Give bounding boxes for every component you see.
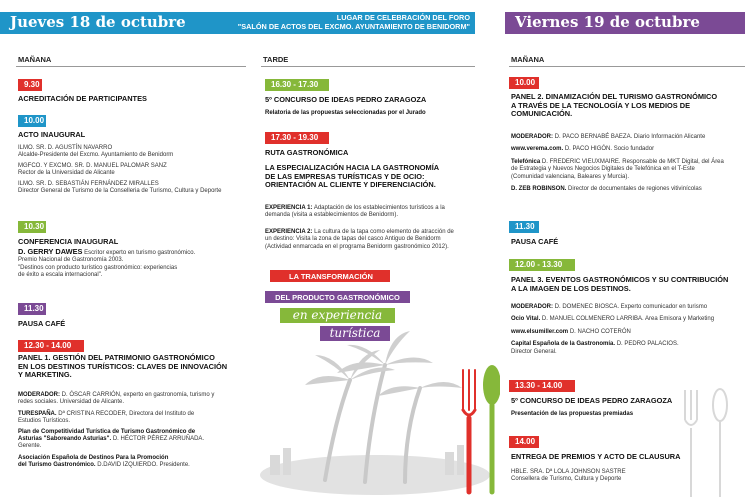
jueves-tarde-label: TARDE [263, 55, 289, 64]
logo-text-2: DEL PRODUCTO GASTRONÓMICO [275, 293, 400, 302]
session-detail: MODERADOR: D. ÓSCAR CARRIÓN, experto en gastronomía, turismo y redes sociales. Universidad de Alicante. TURESPAÑA. Dª CRISTINA RECODER, Directora del Instituto de Estudios Turísticos. Plan de Competitividad Turística de Turismo Gastronómico de Asturias "Saboreando Asturias". D. HÉCTOR PÉREZ ARRUÑADA. Gerente. Asociación Española de Destinos Para la Promoción del Turismo Gastronómico. D.DAVID IZQUIERDO. Presidente. [18, 392, 215, 469]
session-title: PANEL 1. GESTIÓN DEL PATRIMONIO GASTRONÓMICO EN LOS DESTINOS TURÍSTICOS: CLAVES DE INNOVACIÓN Y MARKETING. [18, 353, 228, 380]
session-title: PANEL 3. EVENTOS GASTRONÓMICOS Y SU CONTRIBUCIÓN A LA IMAGEN DE LOS DESTINOS. [511, 275, 729, 293]
time-badge: 12.00 - 13.30 [509, 259, 575, 271]
jueves-title: Jueves 18 de octubre [10, 13, 186, 31]
logo-graphic [255, 270, 500, 497]
viernes-manana-label: MAÑANA [511, 55, 545, 64]
divider [261, 66, 475, 67]
session-detail: D. GERRY DAWES Escritor experto en turismo gastronómico. Premio Nacional de Gastronomía 2003. "Destinos con producto turístico gastronómico: experiencias de éxito a escala internacional". [18, 247, 196, 279]
logo-text-3: en experiencia [292, 308, 383, 322]
session-title: 5º CONCURSO DE IDEAS PEDRO ZARAGOZA [265, 95, 427, 104]
session-detail: HBLE. SRA. Dª LOLA JOHNSON SASTRE Consellera de Turismo, Cultura y Deporte [511, 469, 626, 483]
time-badge: 17.30 - 19.30 [265, 132, 329, 144]
jueves-manana-label: MAÑANA [18, 55, 52, 64]
time-badge: 14.00 [509, 436, 539, 448]
session-heading: LA ESPECIALIZACIÓN HACIA LA GASTRONOMÍA DE LAS EMPRESAS TURÍSTICAS Y DE OCIO: ORIENTACIÓN AL CLIENTE Y DIFERENCIACIÓN. [265, 163, 440, 190]
time-badge: 12.30 - 14.00 [18, 340, 84, 352]
session-title: RUTA GASTRONÓMICA [265, 148, 349, 157]
session-title: PANEL 2. DINAMIZACIÓN DEL TURISMO GASTRONÓMICO A TRAVÉS DE LA TECNOLOGÍA Y LOS MEDIOS DE COMUNICACIÓN. [511, 92, 718, 119]
viernes-header [505, 12, 745, 34]
venue-info [230, 14, 470, 31]
time-badge: 13.30 - 14.00 [509, 380, 575, 392]
session-subtitle: Presentación de las propuestas premiadas [511, 411, 634, 417]
session-detail: MODERADOR: D. PACO BERNABÉ BAEZA. Diario Información Alicante www.verema.com. D. PACO HIGÓN. Socio fundador Telefónica D. FREDERIC VIEUXMAIRE. Responsable de MKT Digital, del Área de Estrategia y Nuevos Negocios Digitales de Telefónica en el T-Este (Comunidad valenciana, Baleares y Murcia). D. ZEB ROBINSON. Director de documentales de regiones vitivinícolas [511, 134, 724, 193]
time-badge: 10.00 [18, 115, 46, 127]
session-detail: EXPERIENCIA 1: Adaptación de los establecimientos turísticos a la demanda (visita a establecimientos de Benidorm). EXPERIENCIA 2: La cultura de la tapa como elemento de atracción de un destino: Visita la zona de tapas del casco Antiguo de Benidorm (Actividad enmarcada en el programa Benidorm gastronómico 2012). [265, 205, 454, 250]
divider [16, 66, 246, 67]
utensils-graphic [665, 380, 745, 497]
session-title: 5º CONCURSO DE IDEAS PEDRO ZARAGOZA [511, 396, 673, 405]
session-detail: ILMO. SR. D. AGUSTÍN NAVARRO Alcalde-Presidente del Excmo. Ayuntamiento de Benidorm MGFCO. Y EXCMO. SR. D. MANUEL PALOMAR SANZ Rector de la Universidad de Alicante ILMO. SR. D. SEBASTIÁN FERNÁNDEZ MIRALLES Director General de Turismo de la Conselleria de Turismo, Cultura y Deporte [18, 145, 222, 195]
time-badge: 10.00 [509, 77, 539, 89]
session-title: ACTO INAUGURAL [18, 130, 86, 139]
logo-text-1: LA TRANSFORMACIÓN [289, 272, 373, 281]
session-title: CONFERENCIA INAUGURAL [18, 237, 119, 246]
session-title: ENTREGA DE PREMIOS Y ACTO DE CLAUSURA [511, 452, 681, 461]
venue-line-1: LUGAR DE CELEBRACIÓN DEL FORO [336, 13, 470, 22]
divider [509, 66, 745, 67]
time-badge: 9.30 [18, 79, 42, 91]
session-title: ACREDITACIÓN DE PARTICIPANTES [18, 94, 147, 103]
time-badge: 10.30 [18, 221, 46, 233]
session-title: PAUSA CAFÉ [18, 319, 66, 328]
time-badge: 11.30 [18, 303, 46, 315]
viernes-title: Viernes 19 de octubre [515, 13, 700, 31]
session-title: PAUSA CAFÉ [511, 237, 559, 246]
venue-line-2: "SALÓN DE ACTOS DEL EXCMO. AYUNTAMIENTO DE BENIDORM" [237, 21, 470, 31]
session-subtitle: Relatoria de las propuestas seleccionadas por el Jurado [265, 110, 426, 116]
time-badge: 16.30 - 17.30 [265, 79, 329, 91]
time-badge: 11.30 [509, 221, 539, 233]
logo-text-4: turística [329, 326, 381, 340]
session-detail: MODERADOR: D. DOMENEC BIOSCA. Experto comunicador en turismo Ocio Vital. D. MANUEL COLMENERO LARRIBA. Area Emisora y Marketing www.elsumiller.com D. NACHO COTERÓN Capital Española de la Gastronomía. D. PEDRO PALACIOS. Director General. [511, 304, 715, 355]
